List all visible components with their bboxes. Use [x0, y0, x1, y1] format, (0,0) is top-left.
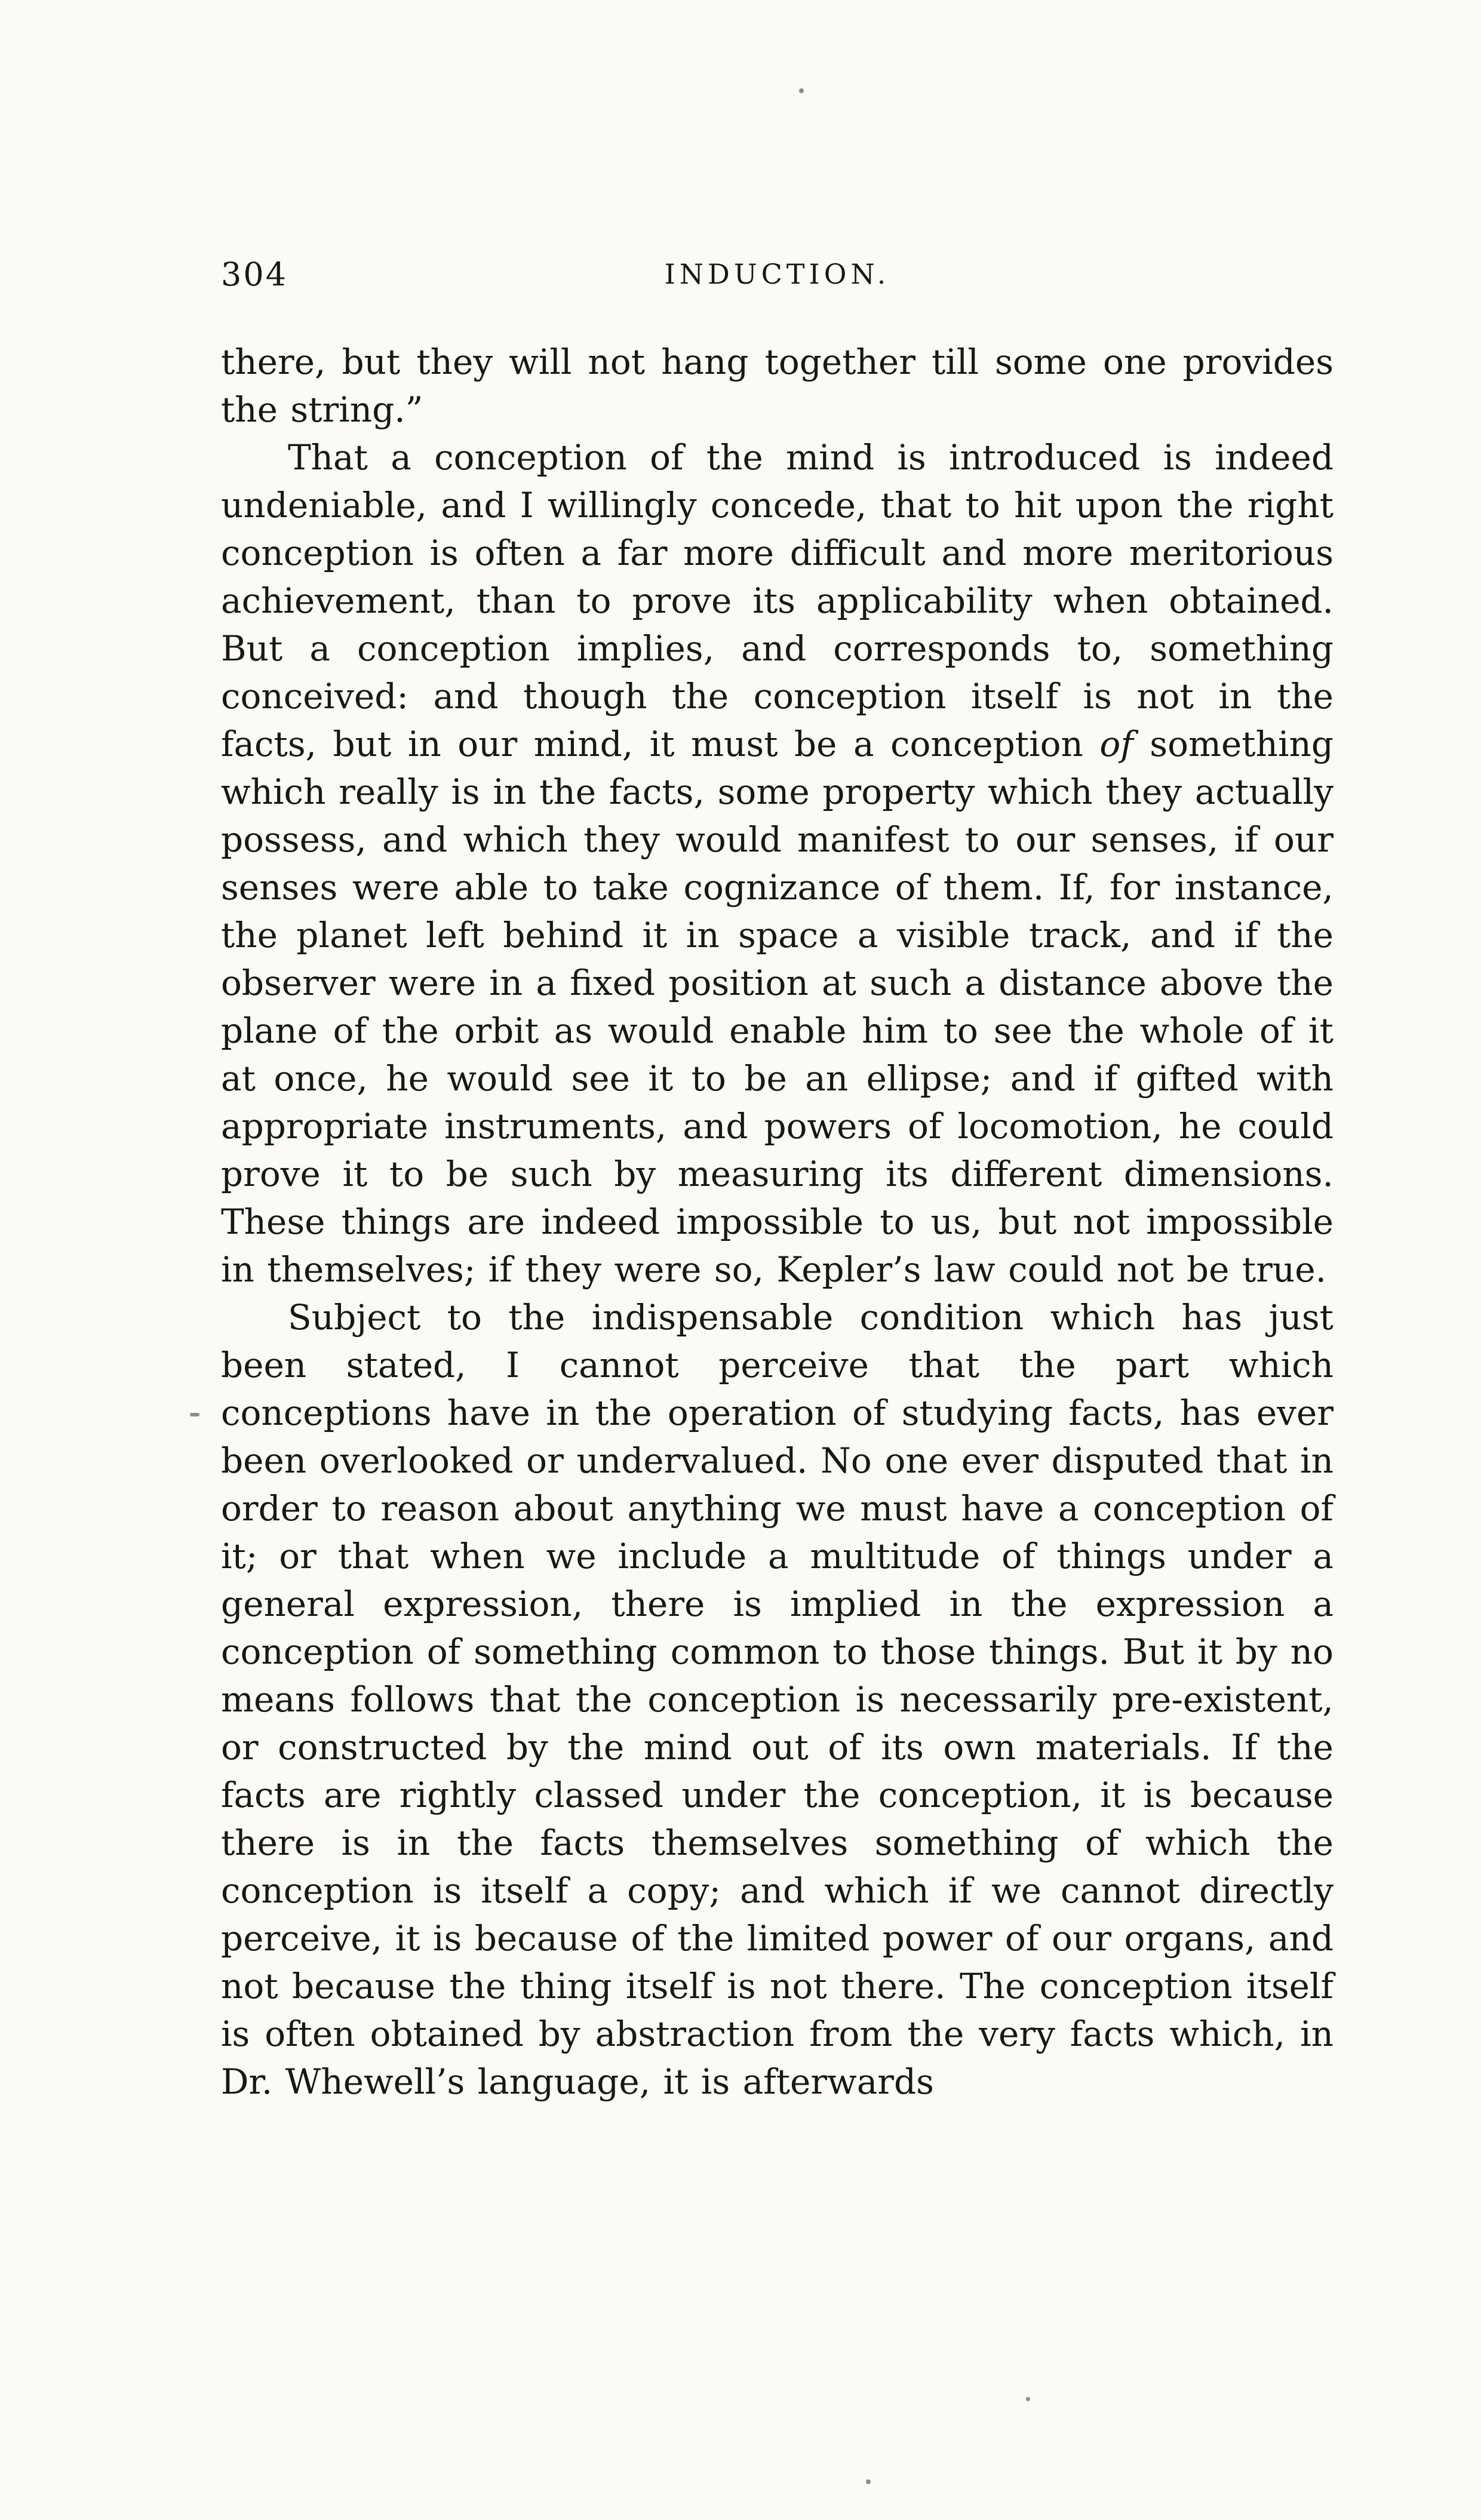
text-segment: there, but they will not hang together till some one provides the string.”: [221, 342, 1333, 430]
running-header: INDUCTION.: [664, 258, 890, 290]
paragraph: [221, 338, 1333, 434]
paragraph: [221, 434, 1333, 1293]
text-segment: Subject to the indispensable condition which has just been stated, I cannot perceive that the part which conceptions have in the operation of studying facts, has ever been overlooked or undervalued. No one ever disputed that in order to reason about anything we must have a conception of it; or that when we include a multitude of things under a general expression, there is implied in the expression a conception of something common to those things. But it by no means follows that the conception is necessarily pre-existent, or constructed by the mind out of its own materials. If the facts are rightly classed under the conception, it is because there is in the facts themselves something of which the conception is itself a copy; and which if we cannot directly perceive, it is because of the limited power of our organs, and not because the thing itself is not there. The conception itself is often obtained by abstraction from the very facts which, in Dr. Whewell’s language, it is afterwards: [221, 1297, 1333, 2102]
page-body: [221, 338, 1333, 2106]
scan-speck: [866, 2479, 871, 2484]
scan-speck: [190, 1413, 199, 1416]
page-number: 304: [221, 256, 288, 293]
scan-speck: [1026, 2397, 1030, 2401]
text-segment: something which really is in the facts, some property which they actually possess, and which they would manifest to our senses, if our senses were able to take cognizance of them. If, for instance, the planet left behind it in space a visible track, and if the observer were in a fixed position at such a distance above the plane of the orbit as would enable him to see the whole of it at once, he would see it to be an ellipse; and if gifted with appropriate instruments, and powers of locomotion, he could prove it to be such by measuring its different dimensions. These things are indeed impossible to us, but not impossible in themselves; if they were so, Kepler’s law could not be true.: [221, 724, 1334, 1290]
scan-speck: [799, 88, 804, 93]
page-header: [221, 256, 1333, 294]
paragraph: [221, 1293, 1333, 2106]
text-segment: That a conception of the mind is introduced is indeed undeniable, and I willingly concede, that to hit upon the right conception is often a far more difficult and more meritorious achievement, than to prove its applicability when obtained. But a conception implies, and corresponds to, something conceived: and though the conception itself is not in the facts, but in our mind, it must be a conception: [221, 437, 1333, 764]
text-segment-italic: of: [1099, 724, 1133, 764]
